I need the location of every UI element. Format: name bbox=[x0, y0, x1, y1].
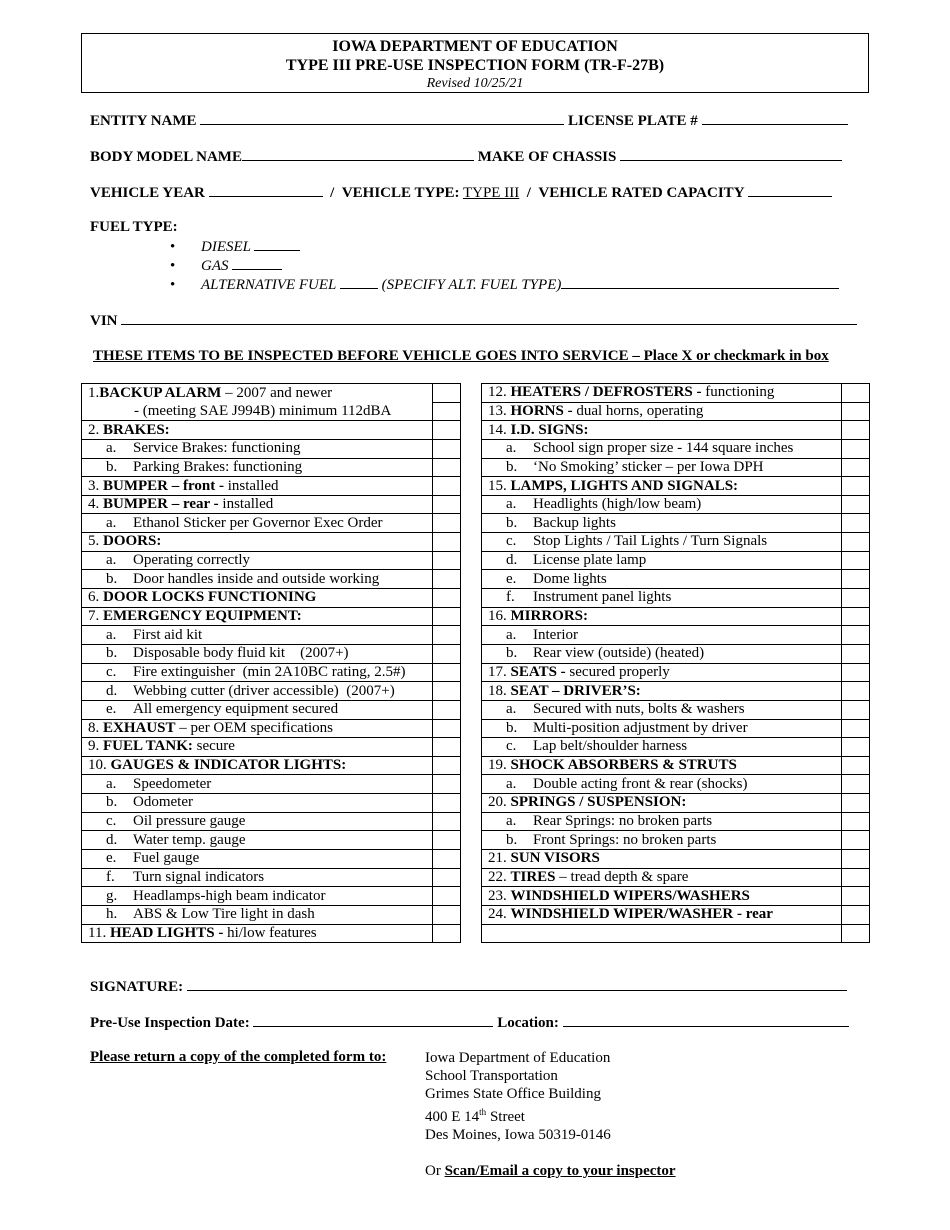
check-box-14a[interactable] bbox=[842, 439, 870, 458]
check-box-2b[interactable] bbox=[433, 458, 461, 477]
right-checklist bbox=[481, 383, 870, 943]
scan-email-link[interactable]: Scan/Email a copy to your inspector bbox=[444, 1163, 676, 1179]
check-box-10f[interactable] bbox=[433, 868, 461, 887]
check-box-14b[interactable] bbox=[842, 458, 870, 477]
list-item: a. Secured with nuts, bolts & washers bbox=[482, 700, 870, 719]
check-box-15b[interactable] bbox=[842, 514, 870, 533]
list-item bbox=[482, 924, 870, 943]
list-item: f. Instrument panel lights bbox=[482, 589, 870, 608]
rated-capacity-field[interactable] bbox=[748, 184, 832, 197]
signature-row bbox=[90, 978, 847, 996]
list-item: 5. DOORS: bbox=[82, 533, 461, 552]
list-item: 10. GAUGES & INDICATOR LIGHTS: bbox=[82, 756, 461, 775]
fuel-type-label: FUEL TYPE: bbox=[90, 219, 178, 235]
list-item: c. Lap belt/shoulder harness bbox=[482, 738, 870, 757]
check-box-5a[interactable] bbox=[433, 551, 461, 570]
check-box-1[interactable] bbox=[433, 402, 461, 421]
vin-label: VIN bbox=[90, 313, 118, 329]
check-box-11[interactable] bbox=[433, 924, 461, 943]
fuel-alt-specify-field[interactable] bbox=[561, 276, 839, 289]
check-box-5b[interactable] bbox=[433, 570, 461, 589]
list-item: a. Headlights (high/low beam) bbox=[482, 495, 870, 514]
inspection-instructions: THESE ITEMS TO BE INSPECTED BEFORE VEHICLE GOES INTO SERVICE – Place X or checkmark in box bbox=[93, 348, 829, 364]
list-item: 9. FUEL TANK: secure bbox=[82, 738, 461, 757]
check-box-10e[interactable] bbox=[433, 850, 461, 869]
check-box-22[interactable] bbox=[842, 868, 870, 887]
location-field[interactable] bbox=[563, 1014, 849, 1027]
check-box-18c[interactable] bbox=[842, 738, 870, 757]
check-box-21[interactable] bbox=[842, 850, 870, 869]
list-item: 19. SHOCK ABSORBERS & STRUTS bbox=[482, 756, 870, 775]
list-item: a. Interior bbox=[482, 626, 870, 645]
list-item: h. ABS & Low Tire light in dash bbox=[82, 905, 461, 924]
list-item: e. Dome lights bbox=[482, 570, 870, 589]
check-box-10a[interactable] bbox=[433, 775, 461, 794]
list-item: d. License plate lamp bbox=[482, 551, 870, 570]
list-item: 23. WINDSHIELD WIPERS/WASHERS bbox=[482, 887, 870, 906]
check-box-15e[interactable] bbox=[842, 570, 870, 589]
check-box-17[interactable] bbox=[842, 663, 870, 682]
form-title: TYPE III PRE-USE INSPECTION FORM (TR-F-27B) bbox=[285, 57, 665, 74]
body-model-field[interactable] bbox=[242, 148, 474, 161]
vehicle-type-value: TYPE III bbox=[462, 185, 520, 201]
check-box-10d[interactable] bbox=[433, 831, 461, 850]
signature-field[interactable] bbox=[187, 978, 847, 991]
list-item: b. Door handles inside and outside working bbox=[82, 570, 461, 589]
list-item: 16. MIRRORS: bbox=[482, 607, 870, 626]
department-name: IOWA DEPARTMENT OF EDUCATION bbox=[332, 38, 618, 55]
list-item: 11. HEAD LIGHTS - hi/low features bbox=[82, 924, 461, 943]
fuel-gas-item: • GAS bbox=[170, 257, 839, 276]
entity-name-label: ENTITY NAME bbox=[90, 113, 197, 129]
fuel-alt-field[interactable] bbox=[340, 276, 378, 289]
list-item: d. Webbing cutter (driver accessible) (2007+) bbox=[82, 682, 461, 701]
list-item: b. Disposable body fluid kit (2007+) bbox=[82, 644, 461, 663]
list-item: 12. HEATERS / DEFROSTERS - functioning bbox=[482, 384, 870, 403]
fuel-diesel-item: • DIESEL bbox=[170, 238, 839, 257]
address-line: Des Moines, Iowa 50319-0146 bbox=[425, 1127, 611, 1143]
check-box-2a[interactable] bbox=[433, 439, 461, 458]
check-box-18a[interactable] bbox=[842, 700, 870, 719]
list-item: 1.BACKUP ALARM – 2007 and newer bbox=[82, 384, 461, 403]
body-row bbox=[90, 148, 842, 166]
check-box-10c[interactable] bbox=[433, 812, 461, 831]
check-box-10g[interactable] bbox=[433, 887, 461, 906]
list-item: b. Backup lights bbox=[482, 514, 870, 533]
vehicle-type-label: VEHICLE TYPE: bbox=[341, 185, 460, 201]
check-box-13[interactable] bbox=[842, 402, 870, 421]
list-item: b. Multi-position adjustment by driver bbox=[482, 719, 870, 738]
check-box-6[interactable] bbox=[433, 589, 461, 608]
list-item: b. Rear view (outside) (heated) bbox=[482, 644, 870, 663]
date-location-row bbox=[90, 1014, 849, 1032]
license-plate-label: LICENSE PLATE # bbox=[568, 113, 698, 129]
body-model-label: BODY MODEL NAME bbox=[90, 149, 242, 165]
check-box-10h[interactable] bbox=[433, 905, 461, 924]
list-item: c. Stop Lights / Tail Lights / Turn Signals bbox=[482, 533, 870, 552]
check-box-24[interactable] bbox=[842, 905, 870, 924]
list-item: a. Service Brakes: functioning bbox=[82, 439, 461, 458]
location-label: Location: bbox=[497, 1015, 559, 1031]
check-box-20a[interactable] bbox=[842, 812, 870, 831]
check-box-7a[interactable] bbox=[433, 626, 461, 645]
signature-label: SIGNATURE: bbox=[90, 979, 184, 995]
check-box-7e[interactable] bbox=[433, 700, 461, 719]
list-item: b. Odometer bbox=[82, 794, 461, 813]
check-box-4[interactable] bbox=[433, 495, 461, 514]
vin-row bbox=[90, 312, 857, 330]
check-box-9[interactable] bbox=[433, 738, 461, 757]
left-checklist bbox=[81, 383, 461, 943]
check-box-3[interactable] bbox=[433, 477, 461, 496]
fuel-diesel-field[interactable] bbox=[254, 238, 300, 251]
check-box-10b[interactable] bbox=[433, 794, 461, 813]
vehicle-year-field[interactable] bbox=[209, 184, 323, 197]
fuel-gas-field[interactable] bbox=[232, 257, 282, 270]
form-header bbox=[81, 33, 869, 93]
check-box-7d[interactable] bbox=[433, 682, 461, 701]
make-chassis-field[interactable] bbox=[620, 148, 842, 161]
list-item: 2. BRAKES: bbox=[82, 421, 461, 440]
list-item: 13. HORNS - dual horns, operating bbox=[482, 402, 870, 421]
list-item: e. All emergency equipment secured bbox=[82, 700, 461, 719]
list-item: 20. SPRINGS / SUSPENSION: bbox=[482, 794, 870, 813]
list-item: c. Oil pressure gauge bbox=[82, 812, 461, 831]
entity-name-field[interactable] bbox=[200, 112, 564, 125]
list-item: 8. EXHAUST – per OEM specifications bbox=[82, 719, 461, 738]
list-item: f. Turn signal indicators bbox=[82, 868, 461, 887]
check-box-7b[interactable] bbox=[433, 644, 461, 663]
entity-row bbox=[90, 112, 848, 130]
revised-date: Revised 10/25/21 bbox=[426, 76, 524, 91]
list-item: 15. LAMPS, LIGHTS AND SIGNALS: bbox=[482, 477, 870, 496]
list-item: c. Fire extinguisher (min 2A10BC rating, 2.5#) bbox=[82, 663, 461, 682]
rated-capacity-label: VEHICLE RATED CAPACITY bbox=[538, 185, 745, 201]
list-item: 17. SEATS - secured properly bbox=[482, 663, 870, 682]
check-box-20b[interactable] bbox=[842, 831, 870, 850]
list-item: g. Headlamps-high beam indicator bbox=[82, 887, 461, 906]
vehicle-row: VEHICLE YEAR / VEHICLE TYPE: TYPE III / VEHICLE RATED CAPACITY bbox=[90, 184, 832, 202]
list-item: 3. BUMPER – front - installed bbox=[82, 477, 461, 496]
list-item: b. Front Springs: no broken parts bbox=[482, 831, 870, 850]
list-item: b. ‘No Smoking’ sticker – per Iowa DPH bbox=[482, 458, 870, 477]
list-item: 22. TIRES – tread depth & spare bbox=[482, 868, 870, 887]
return-address bbox=[425, 1049, 676, 1180]
check-box-15d[interactable] bbox=[842, 551, 870, 570]
fuel-alt-item: • ALTERNATIVE FUEL (SPECIFY ALT. FUEL TYPE) bbox=[170, 276, 839, 295]
list-item: a. Speedometer bbox=[82, 775, 461, 794]
list-item: a. First aid kit bbox=[82, 626, 461, 645]
check-box-16b[interactable] bbox=[842, 644, 870, 663]
list-item: - (meeting SAE J994B) minimum 112dBA bbox=[82, 402, 461, 421]
list-item: 21. SUN VISORS bbox=[482, 850, 870, 869]
list-item: a. Ethanol Sticker per Governor Exec Order bbox=[82, 514, 461, 533]
fuel-type-list bbox=[170, 238, 839, 295]
list-item: a. Rear Springs: no broken parts bbox=[482, 812, 870, 831]
list-item: d. Water temp. gauge bbox=[82, 831, 461, 850]
vin-field[interactable] bbox=[121, 312, 857, 325]
list-item: a. Double acting front & rear (shocks) bbox=[482, 775, 870, 794]
list-item: 7. EMERGENCY EQUIPMENT: bbox=[82, 607, 461, 626]
inspection-date-label: Pre-Use Inspection Date: bbox=[90, 1015, 250, 1031]
address-line: Grimes State Office Building bbox=[425, 1086, 601, 1102]
check-box-12[interactable] bbox=[842, 384, 870, 403]
make-chassis-label: MAKE OF CHASSIS bbox=[477, 149, 617, 165]
list-item: 18. SEAT – DRIVER’S: bbox=[482, 682, 870, 701]
list-item: a. School sign proper size - 144 square inches bbox=[482, 439, 870, 458]
check-box-blank[interactable] bbox=[842, 924, 870, 943]
check-box-15c[interactable] bbox=[842, 533, 870, 552]
address-line: 400 E 14th Street bbox=[425, 1107, 525, 1125]
list-item: e. Fuel gauge bbox=[82, 850, 461, 869]
check-box-16a[interactable] bbox=[842, 626, 870, 645]
list-item: a. Operating correctly bbox=[82, 551, 461, 570]
scan-email-line: Or Scan/Email a copy to your inspector bbox=[425, 1163, 676, 1179]
check-box-18b[interactable] bbox=[842, 719, 870, 738]
license-plate-field[interactable] bbox=[702, 112, 848, 125]
check-box-15f[interactable] bbox=[842, 589, 870, 608]
list-item: 14. I.D. SIGNS: bbox=[482, 421, 870, 440]
check-box-7c[interactable] bbox=[433, 663, 461, 682]
vehicle-year-label: VEHICLE YEAR bbox=[90, 185, 205, 201]
return-instruction: Please return a copy of the completed form to: bbox=[90, 1049, 387, 1065]
check-box-19a[interactable] bbox=[842, 775, 870, 794]
list-item: 6. DOOR LOCKS FUNCTIONING bbox=[82, 589, 461, 608]
list-item: 24. WINDSHIELD WIPER/WASHER - rear bbox=[482, 905, 870, 924]
check-box-8[interactable] bbox=[433, 719, 461, 738]
address-line: Iowa Department of Education bbox=[425, 1050, 611, 1066]
list-item: 4. BUMPER – rear - installed bbox=[82, 495, 461, 514]
check-box-23[interactable] bbox=[842, 887, 870, 906]
check-box-4a[interactable] bbox=[433, 514, 461, 533]
address-line: School Transportation bbox=[425, 1068, 558, 1084]
inspection-date-field[interactable] bbox=[253, 1014, 493, 1027]
list-item: b. Parking Brakes: functioning bbox=[82, 458, 461, 477]
check-box-15a[interactable] bbox=[842, 495, 870, 514]
